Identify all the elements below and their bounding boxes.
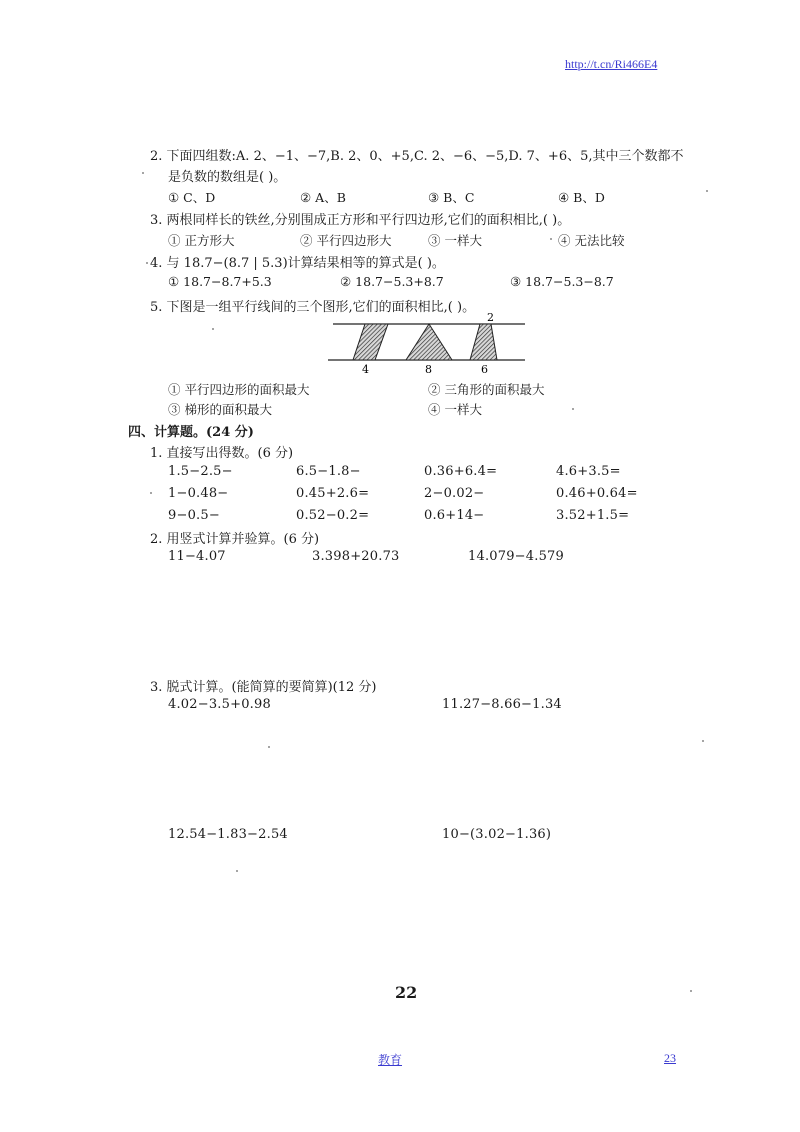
question-2-option-1: ① C、D <box>168 190 216 205</box>
section-4-title: 四、计算题。(24 分) <box>128 425 254 440</box>
scan-speck <box>550 238 552 240</box>
figure-label-top: 2 <box>487 311 494 324</box>
question-4-text: 4. 与 18.7−(8.7 | 5.3)计算结果相等的算式是( )。 <box>150 256 445 271</box>
scan-speck <box>690 990 692 992</box>
sub-1-title: 1. 直接写出得数。(6 分) <box>150 446 294 461</box>
vertical-calc-2: 3.398+20.73 <box>312 549 400 564</box>
question-2-line2: 是负数的数组是( )。 <box>168 170 287 185</box>
mental-calc-r1c3: 0.36+6.4= <box>424 464 498 479</box>
mental-calc-r1c4: 4.6+3.5= <box>556 464 621 479</box>
sub-3-title: 3. 脱式计算。(能简算的要简算)(12 分) <box>150 680 377 695</box>
question-2-line1: 2. 下面四组数:A. 2、−1、−7,B. 2、0、+5,C. 2、−6、−5,D. 7、+6、5,其中三个数都不 <box>150 149 684 164</box>
question-3-text: 3. 两根同样长的铁丝,分别围成正方形和平行四边形,它们的面积相比,( )。 <box>150 213 571 228</box>
parallelogram-shape <box>353 324 388 360</box>
scan-speck <box>142 172 144 174</box>
question-3-option-4: ④ 无法比较 <box>558 233 625 248</box>
question-2-option-2: ② A、B <box>300 190 346 205</box>
question-5-text: 5. 下图是一组平行线间的三个图形,它们的面积相比,( )。 <box>150 300 476 315</box>
step-calc-2: 11.27−8.66−1.34 <box>442 697 562 712</box>
question-2-option-3: ③ B、C <box>428 190 475 205</box>
mental-calc-r2c3: 2−0.02− <box>424 486 485 501</box>
scan-speck <box>706 190 708 192</box>
question-3-option-2: ② 平行四边形大 <box>300 233 392 248</box>
figure-label-bottom-1: 4 <box>362 363 369 376</box>
step-calc-3: 12.54−1.83−2.54 <box>168 827 288 842</box>
mental-calc-r3c3: 0.6+14− <box>424 508 485 523</box>
question-4-option-1: ① 18.7−8.7+5.3 <box>168 274 272 289</box>
question-4-option-3: ③ 18.7−5.3−8.7 <box>510 274 614 289</box>
mental-calc-r2c2: 0.45+2.6= <box>296 486 370 501</box>
question-5-option-4: ④ 一样大 <box>428 402 482 417</box>
vertical-calc-3: 14.079−4.579 <box>468 549 564 564</box>
mental-calc-r2c1: 1−0.48− <box>168 486 229 501</box>
question-3-option-3: ③ 一样大 <box>428 233 482 248</box>
question-2-option-4: ④ B、D <box>558 190 605 205</box>
question-5-option-2: ② 三角形的面积最大 <box>428 382 545 397</box>
scan-speck <box>212 328 214 330</box>
scan-speck <box>236 870 238 872</box>
mental-calc-r1c1: 1.5−2.5− <box>168 464 233 479</box>
step-calc-4: 10−(3.02−1.36) <box>442 827 552 842</box>
scan-speck <box>268 746 270 748</box>
scan-speck <box>150 492 152 494</box>
scan-speck <box>146 262 148 264</box>
parallel-lines-figure <box>325 308 530 378</box>
footer-page-link[interactable]: 23 <box>664 1051 676 1065</box>
mental-calc-r3c2: 0.52−0.2= <box>296 508 370 523</box>
figure-label-bottom-3: 6 <box>481 363 488 376</box>
sub-2-title: 2. 用竖式计算并验算。(6 分) <box>150 532 320 547</box>
mental-calc-r3c1: 9−0.5− <box>168 508 220 523</box>
mental-calc-r2c4: 0.46+0.64= <box>556 486 638 501</box>
header-url-link[interactable]: http://t.cn/Ri466E4 <box>565 57 658 71</box>
page-number: 22 <box>395 983 418 1002</box>
scan-speck <box>702 740 704 742</box>
question-5-option-1: ① 平行四边形的面积最大 <box>168 382 310 397</box>
question-3-option-1: ① 正方形大 <box>168 233 235 248</box>
step-calc-1: 4.02−3.5+0.98 <box>168 697 271 712</box>
footer-link[interactable]: 教育 <box>378 1053 403 1067</box>
mental-calc-r1c2: 6.5−1.8− <box>296 464 361 479</box>
mental-calc-r3c4: 3.52+1.5= <box>556 508 630 523</box>
figure-label-bottom-2: 8 <box>425 363 432 376</box>
question-4-option-2: ② 18.7−5.3+8.7 <box>340 274 444 289</box>
question-5-option-3: ③ 梯形的面积最大 <box>168 402 272 417</box>
scan-speck <box>572 408 574 410</box>
vertical-calc-1: 11−4.07 <box>168 549 226 564</box>
trapezoid-shape <box>470 324 497 360</box>
triangle-shape <box>406 324 452 360</box>
